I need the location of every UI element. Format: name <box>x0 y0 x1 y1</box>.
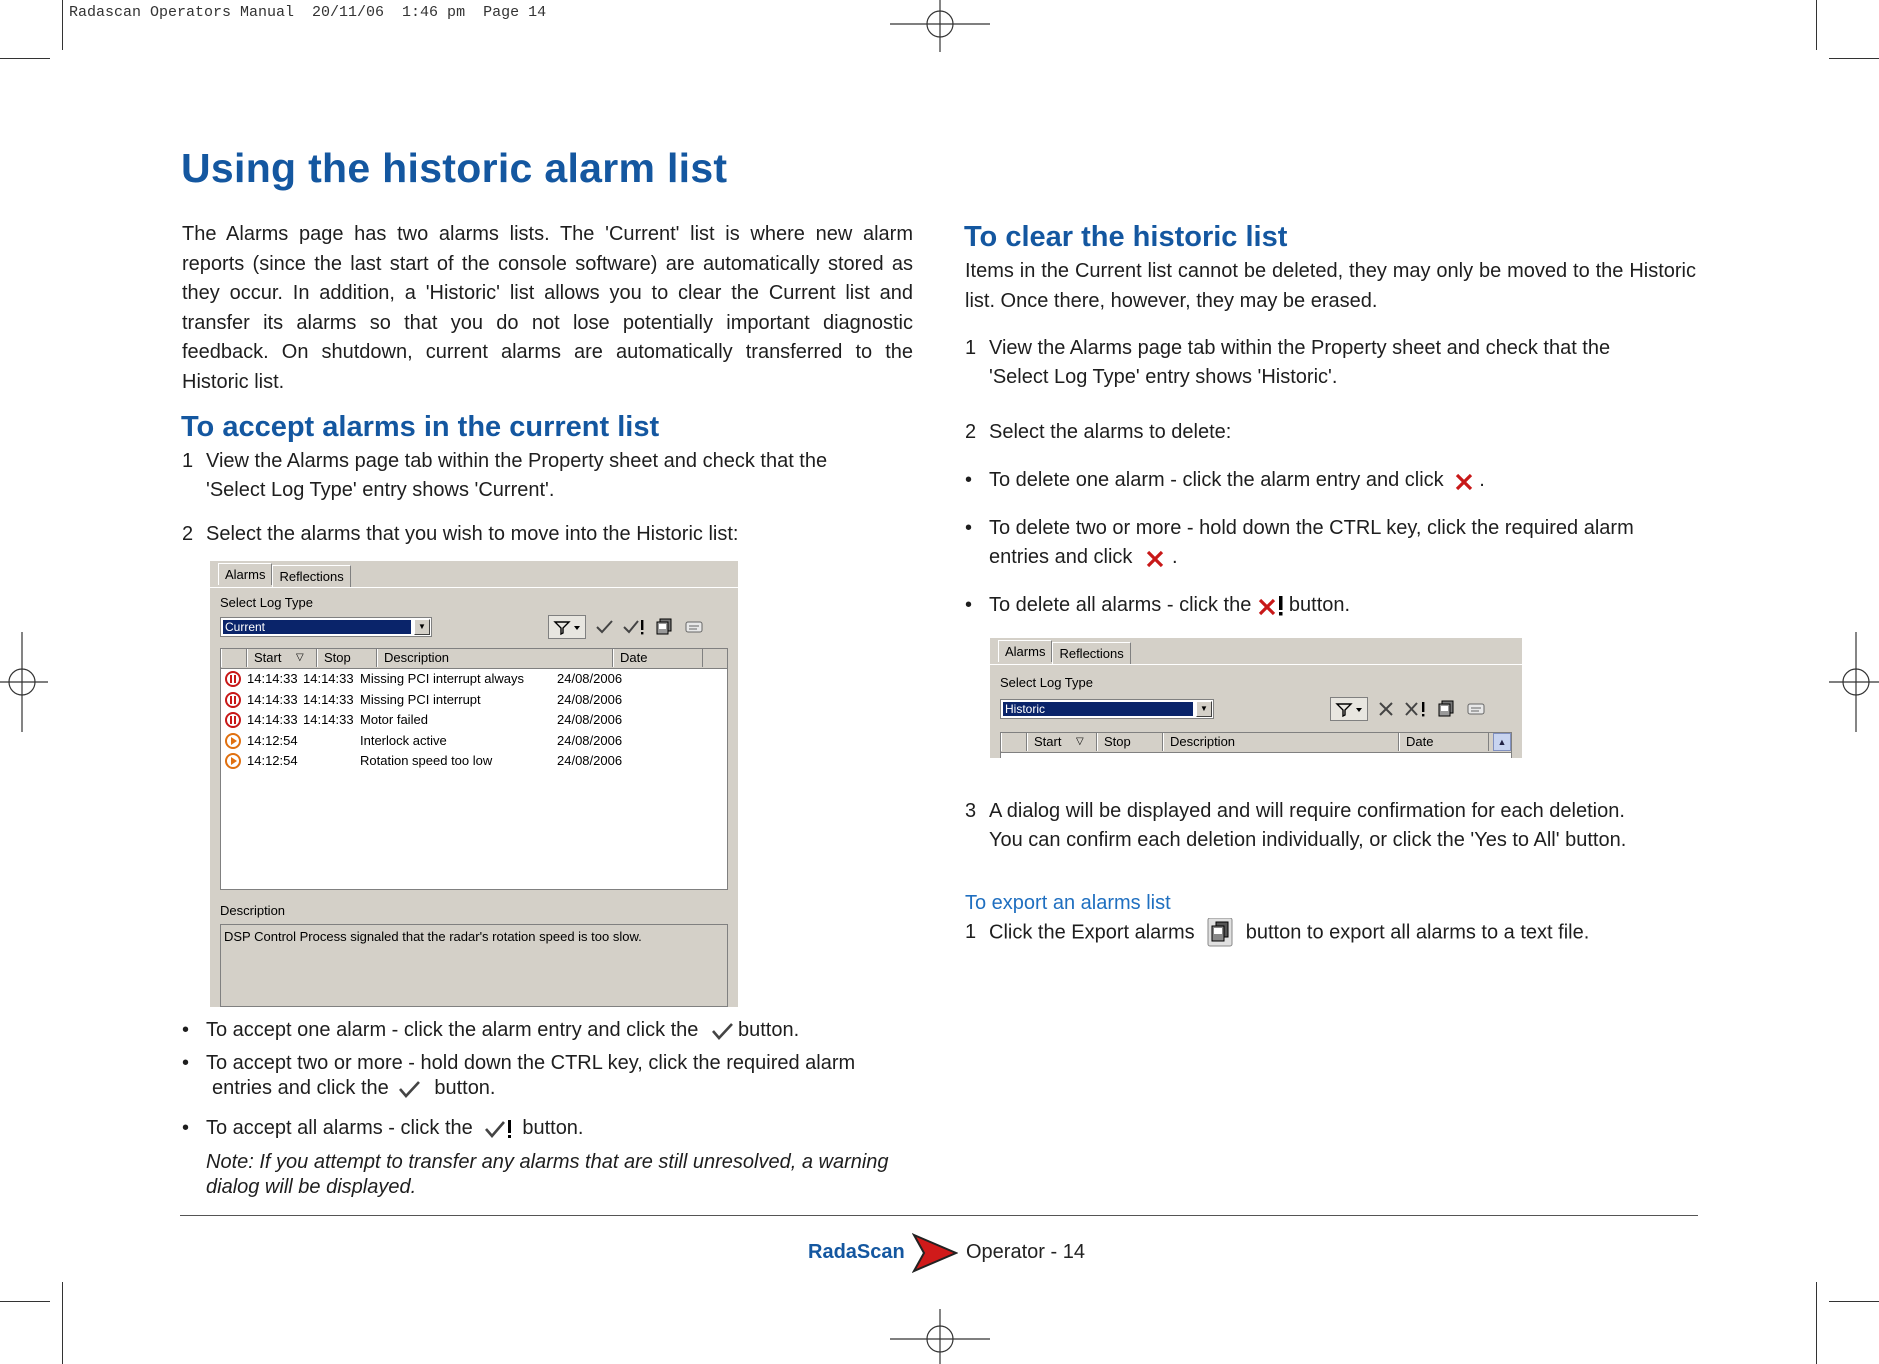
registration-mark-top <box>888 0 992 56</box>
cell-start: 14:14:33 <box>247 712 298 727</box>
printer-slug: Radascan Operators Manual 20/11/06 1:46 pm Page 14 <box>69 4 547 21</box>
clear-bullet-1: • To delete one alarm - click the alarm entry and click . <box>965 469 1485 491</box>
accept-step-2: 2 Select the alarms that you wish to move into the Historic list: <box>182 523 739 545</box>
clear-intro: Items in the Current list cannot be deleted, they may only be moved to the Historic list. Once there, however, they may be erased. <box>965 260 1696 312</box>
cell-date: 24/08/2006 <box>557 732 623 748</box>
cell-description: Interlock active <box>360 732 447 748</box>
log-type-select[interactable]: Current ▼ <box>220 617 432 637</box>
delete-all-button[interactable] <box>1404 698 1428 720</box>
footer-page-number: Operator - 14 <box>966 1241 1085 1263</box>
filter-icon <box>1334 700 1364 718</box>
cell-start: 14:14:33 <box>247 691 298 707</box>
column-header-start[interactable]: Start ▽ <box>1027 733 1097 751</box>
check-icon <box>704 1019 738 1043</box>
accept-button[interactable] <box>592 616 616 638</box>
export-icon <box>1200 918 1240 948</box>
filter-icon <box>552 618 582 636</box>
export-icon <box>1436 700 1456 718</box>
registration-mark-right <box>1829 630 1879 734</box>
alarms-window-historic <box>990 638 1522 758</box>
footer-rule <box>180 1215 1698 1216</box>
scroll-up-button[interactable]: ▲ <box>1493 733 1511 751</box>
export-button[interactable] <box>652 616 676 638</box>
export-heading: To export an alarms list <box>965 892 1171 914</box>
cell-date: 24/08/2006 <box>557 712 623 727</box>
table-row[interactable] <box>221 731 727 751</box>
cell-start: 14:12:54 <box>247 732 298 748</box>
sort-icon: ▽ <box>296 652 304 663</box>
accept-bullet-1: • To accept one alarm - click the alarm entry and click the button. <box>182 1019 800 1041</box>
registration-mark-bottom <box>888 1305 992 1364</box>
tab-alarms[interactable]: Alarms <box>998 640 1052 662</box>
delete-icon <box>1449 469 1479 493</box>
table-row[interactable] <box>221 710 727 730</box>
chevron-down-icon: ▼ <box>1196 701 1212 717</box>
comment-icon <box>684 618 704 636</box>
column-header-description[interactable]: Description <box>1163 733 1399 751</box>
clear-step-1: 1 View the Alarms page tab within the Property sheet and check that the 'Select Log Type' entry shows 'Historic'. <box>965 337 1611 388</box>
clear-bullet-2: • To delete two or more - hold down the CTRL key, click the required alarm entries and click . <box>965 517 1634 568</box>
check-all-icon <box>478 1117 522 1141</box>
tab-alarms[interactable]: Alarms <box>218 563 272 585</box>
column-header-stop[interactable]: Stop <box>317 649 377 667</box>
description-label: Description <box>220 903 286 918</box>
column-header-start[interactable]: Start ▽ <box>247 649 317 667</box>
sort-icon: ▽ <box>1076 736 1084 747</box>
chevron-down-icon: ▼ <box>414 619 430 635</box>
registration-mark-left <box>0 630 50 734</box>
log-type-select[interactable]: Historic ▼ <box>1000 699 1214 719</box>
clear-heading: To clear the historic list <box>964 221 1288 253</box>
cell-stop: 14:14:33 <box>303 671 354 686</box>
description-box: DSP Control Process signaled that the radar's rotation speed is too slow. <box>220 924 728 1007</box>
table-row[interactable] <box>221 751 727 771</box>
cell-date: 24/08/2006 <box>557 691 623 707</box>
tab-reflections[interactable]: Reflections <box>272 565 350 587</box>
filter-button[interactable] <box>548 615 586 639</box>
check-icon <box>394 1077 434 1101</box>
comment-button[interactable] <box>682 616 706 638</box>
accept-all-button[interactable] <box>622 616 646 638</box>
cell-start: 14:12:54 <box>247 753 298 768</box>
export-button[interactable] <box>1434 698 1458 720</box>
footer-arrow-icon <box>912 1233 958 1273</box>
accept-note: Note: If you attempt to transfer any alarms that are still unresolved, a warning dialog will be displayed. <box>206 1151 889 1198</box>
accept-step-1: 1 View the Alarms page tab within the Property sheet and check that the 'Select Log Type' entry shows 'Current'. <box>182 450 828 501</box>
export-icon <box>654 618 674 636</box>
accept-bullet-2: • To accept two or more - hold down the CTRL key, click the required alarm entries and click the button. <box>182 1052 856 1099</box>
export-step-1: 1 Click the Export alarms button to export all alarms to a text file. <box>965 918 1725 948</box>
cell-description: Missing PCI interrupt <box>360 691 481 707</box>
select-log-type-label: Select Log Type <box>220 595 313 610</box>
table-row[interactable] <box>221 690 727 710</box>
delete-icon <box>1376 700 1396 718</box>
column-header-date[interactable]: Date <box>1399 733 1489 751</box>
clear-bullet-3: • To delete all alarms - click the button. <box>965 594 1351 616</box>
comment-button[interactable] <box>1464 698 1488 720</box>
alarms-window-current <box>210 561 738 1007</box>
cell-description: Rotation speed too low <box>360 753 493 768</box>
alarm-list[interactable] <box>220 648 728 890</box>
tab-reflections[interactable]: Reflections <box>1052 642 1130 664</box>
cell-description: Motor failed <box>360 712 428 727</box>
cell-stop: 14:14:33 <box>303 691 354 707</box>
cell-stop: 14:14:33 <box>303 712 354 727</box>
comment-icon <box>1466 700 1486 718</box>
clear-step-2: 2 Select the alarms to delete: <box>965 421 1232 443</box>
filter-button[interactable] <box>1330 697 1368 721</box>
page-title: Using the historic alarm list <box>181 145 728 191</box>
clear-step-3: 3 A dialog will be displayed and will require confirmation for each deletion. You can confirm each deletion individually, or click the 'Yes to All' button. <box>965 800 1627 851</box>
table-row[interactable] <box>221 669 727 689</box>
delete-button[interactable] <box>1374 698 1398 720</box>
delete-all-icon <box>1404 700 1428 718</box>
alarm-active-icon <box>224 752 242 776</box>
check-all-icon <box>622 618 646 636</box>
cell-date: 24/08/2006 <box>557 671 623 686</box>
cell-start: 14:14:33 <box>247 671 298 686</box>
cell-description: Missing PCI interrupt always <box>360 671 524 686</box>
select-log-type-label: Select Log Type <box>1000 675 1093 690</box>
column-header-stop[interactable]: Stop <box>1097 733 1163 751</box>
cell-date: 24/08/2006 <box>557 753 623 768</box>
accept-bullet-3: • To accept all alarms - click the button. <box>182 1117 584 1139</box>
check-icon <box>594 618 614 636</box>
delete-icon <box>1138 546 1172 570</box>
footer-brand: RadaScan <box>808 1241 905 1263</box>
intro-paragraph: The Alarms page has two alarms lists. The 'Current' list is where new alarm reports (since the last start of the console software) are automatically stored as they occur. In addition, a 'Historic' list allows you to clear the Current list and transfer its alarms so that you do not lose potentially important diagnostic feedback. On shutdown, current alarms are automatically transferred to the Historic list. <box>182 223 913 393</box>
delete-all-icon <box>1257 594 1289 618</box>
column-header-description[interactable]: Description <box>377 649 613 667</box>
alarm-list[interactable] <box>1000 732 1512 758</box>
column-header-date[interactable]: Date <box>613 649 703 667</box>
accept-heading: To accept alarms in the current list <box>181 411 660 443</box>
